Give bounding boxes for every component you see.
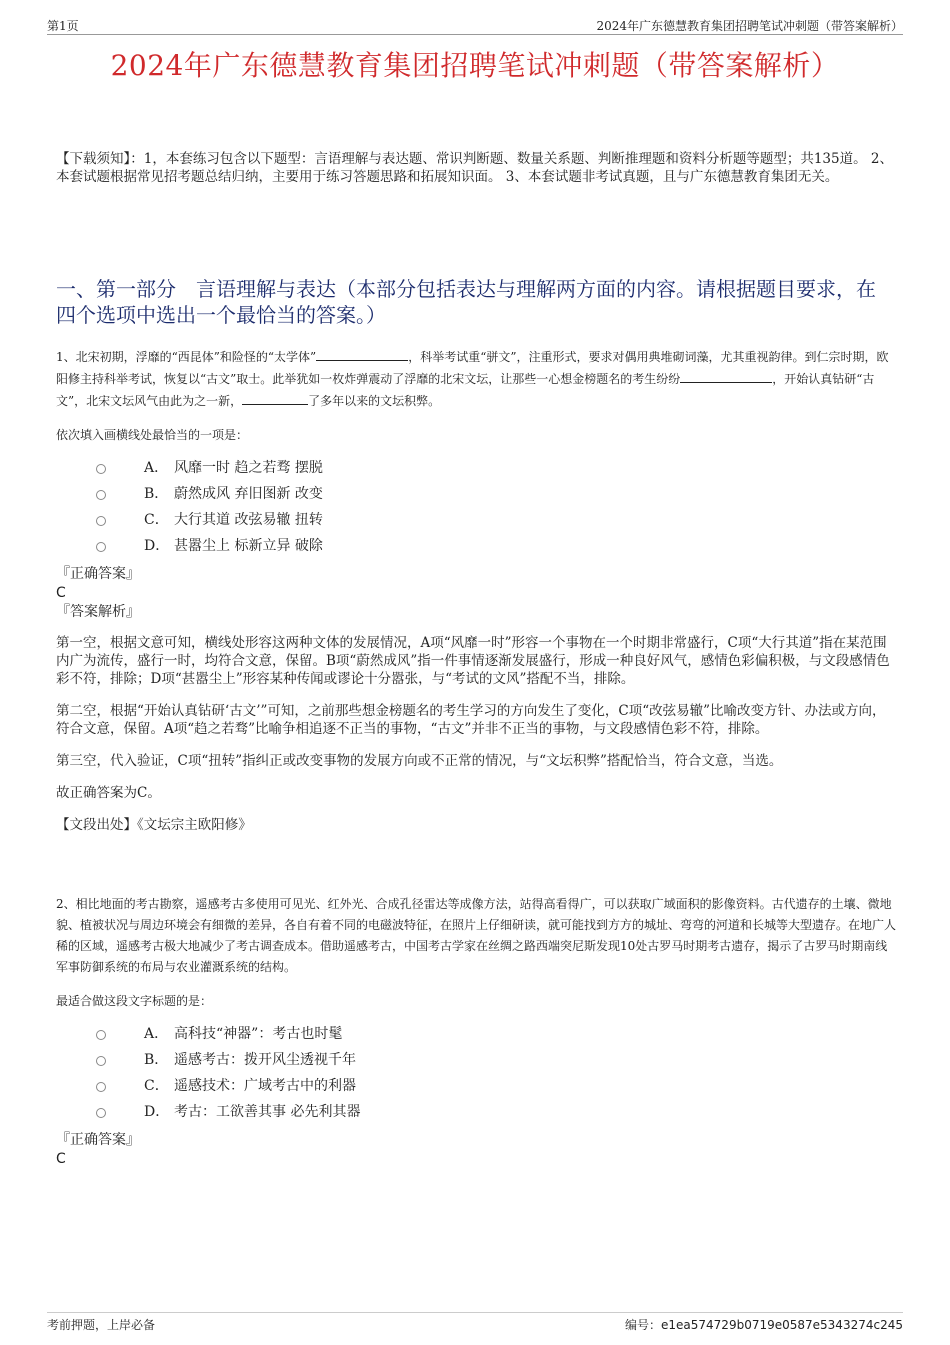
question-1-options [56, 455, 898, 559]
question-2-text: 2、相比地面的考古勘察，遥感考古多使用可见光、红外光、合成孔径雷达等成像方法，站得高看得广，可以获取广域面积的影像资料。古代遗存的土壤、微地貌、植被状况与周边环境会有细微的差异，各自有着不同的电磁波特征，在照片上仔细研读，就可能找到方方的城址、弯弯的河道和长城等大型遗存。在地广人稀的区域，遥感考古极大地减少了考古调查成本。借助遥感考古，中国考古学家在丝绸之路西端突尼斯发现10处古罗马时期考古遗存，揭示了古罗马时期南线军事防御系统的布局与农业灌溉系统的结构。 [56, 897, 897, 974]
question-2-options [56, 1021, 898, 1125]
radio-icon[interactable] [96, 516, 106, 526]
analysis-paragraph: 第三空，代入验证，C项“扭转”指纠正或改变事物的发展方向或不正常的情况，与“文坛积弊”搭配恰当，符合文意，当选。 [56, 753, 783, 769]
correct-answer: C [56, 1151, 66, 1167]
footer-slogan: 考前押题，上岸必备 [47, 1318, 156, 1332]
header-doc-title: 2024年广东德慧教育集团招聘笔试冲刺题（带答案解析） [596, 19, 903, 33]
question-2 [56, 894, 898, 1169]
analysis-conclusion: 故正确答案为C。 [56, 785, 161, 801]
download-notice: 【下载须知】：1，本套练习包含以下题型：言语理解与表达题、常识判断题、数量关系题、判断推理题和资料分析题等题型；共135道。 2、本套试题根据常见招考题总结归纳，主要用于练习答题思路和拓展知识面。 3、本套试题非考试真题，且与广东德慧教育集团无关。 [56, 151, 893, 185]
answer-blank [680, 368, 772, 383]
option-c[interactable]: C． 遥感技术：广域考古中的利器 [56, 1073, 898, 1099]
radio-icon[interactable] [96, 490, 106, 500]
option-b[interactable]: B． 蔚然成风 弃旧图新 改变 [56, 481, 898, 507]
passage-source: 【文段出处】《文坛宗主欧阳修》 [56, 817, 252, 833]
question-1 [56, 346, 898, 848]
question-1-text: 1、北宋初期，浮靡的“西昆体”和险怪的“太学体” ，科举考试重“骈文”，注重形式，要求对偶用典堆砌词藻，尤其重视韵律。到仁宗时期，欧阳修主持科举考试，恢复以“古文”取士。此举犹如一枚炸弹震动了浮靡的北宋文坛，让那些一心想金榜题名的考生纷纷 ，开始认真钻研“古文”，北宋文坛风气由此为之一新， 了多年以来的文坛积弊。 [56, 346, 898, 412]
answer-analysis [56, 634, 898, 834]
analysis-paragraph: 第二空，根据“开始认真钻研‘古文’”可知，之前那些想金榜题名的考生学习的方向发生了变化，C项“改弦易辙”比喻改变方针、办法或方向，符合文意，保留。A项“趋之若骛”比喻争相追逐不正当的事物，“古文”并非不正当的事物，与文段感情色彩不符，排除。 [56, 703, 886, 737]
option-a[interactable]: A． 高科技“神器”：考古也时髦 [56, 1021, 898, 1047]
question-2-prompt: 最适合做这段文字标题的是： [56, 994, 213, 1008]
radio-icon[interactable] [96, 1108, 106, 1118]
answer-blank [316, 346, 408, 361]
analysis-label: 『答案解析』 [56, 604, 140, 620]
page-header [47, 16, 903, 35]
answer-label: 『正确答案』 [56, 1132, 140, 1148]
radio-icon[interactable] [96, 1056, 106, 1066]
page-footer [47, 1312, 903, 1332]
document-title: 2024年广东德慧教育集团招聘笔试冲刺题（带答案解析） [110, 49, 840, 82]
option-c[interactable]: C． 大行其道 改弦易辙 扭转 [56, 507, 898, 533]
radio-icon[interactable] [96, 1082, 106, 1092]
option-d[interactable]: D． 考古：工欲善其事 必先利其器 [56, 1099, 898, 1125]
radio-icon[interactable] [96, 1030, 106, 1040]
document-id: 编号：e1ea574729b0719e0587e5343274c245 [625, 1318, 903, 1332]
question-1-prompt: 依次填入画横线处最恰当的一项是： [56, 428, 249, 442]
page-number: 第1页 [47, 19, 79, 33]
analysis-paragraph: 第一空，根据文意可知，横线处形容这两种文体的发展情况，A项“风靡一时”形容一个事物在一个时期非常盛行，C项“大行其道”指在某范围内广为流传，盛行一时，均符合文意，保留。B项“蔚然成风”指一件事情逐渐发展盛行，形成一种良好风气，感情色彩偏积极，与文段感情色彩不符，排除；D项“甚嚣尘上”形容某种传闻或谬论十分嚣张，与“考试的文风”搭配不当，排除。 [56, 635, 890, 687]
radio-icon[interactable] [96, 464, 106, 474]
answer-label: 『正确答案』 [56, 566, 140, 582]
correct-answer: C [56, 585, 66, 601]
radio-icon[interactable] [96, 542, 106, 552]
option-a[interactable]: A． 风靡一时 趋之若骛 摆脱 [56, 455, 898, 481]
answer-blank [242, 390, 308, 405]
option-b[interactable]: B． 遥感考古：拨开风尘透视千年 [56, 1047, 898, 1073]
section-heading: 一、第一部分 言语理解与表达（本部分包括表达与理解两方面的内容。请根据题目要求，在四个选项中选出一个最恰当的答案。） [56, 277, 876, 327]
option-d[interactable]: D． 甚嚣尘上 标新立异 破除 [56, 533, 898, 559]
